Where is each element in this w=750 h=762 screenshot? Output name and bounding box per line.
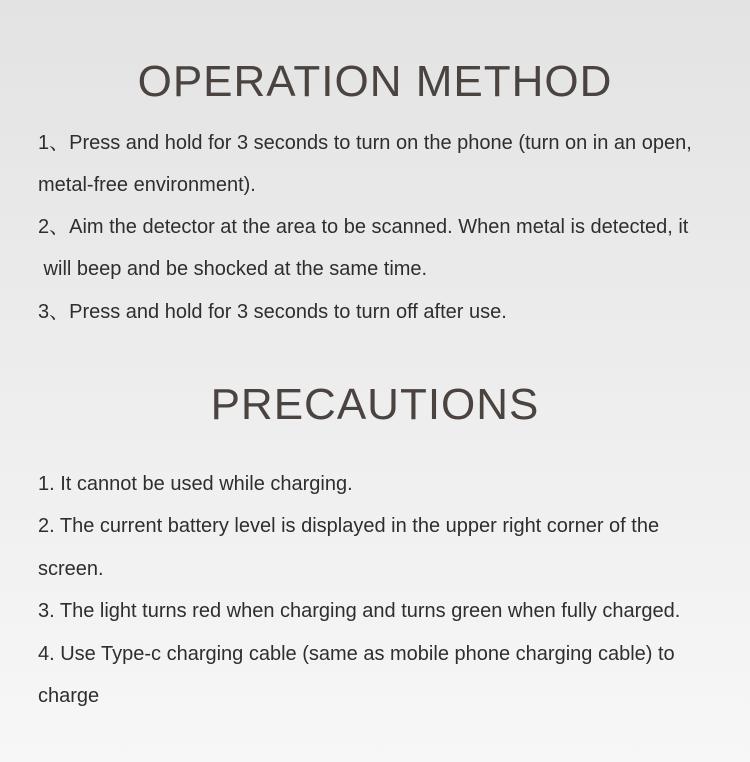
operation-step-1-line-2: metal-free environment). [38,174,256,196]
precaution-4-line-1: 4. Use Type-c charging cable (same as mobile phone charging cable) to [38,643,675,665]
precaution-3-line-1: 3. The light turns red when charging and turns green when fully charged. [38,600,681,622]
operation-step-2-line-2: will beep and be shocked at the same time. [38,258,428,280]
operation-step-3-line-1: 3、Press and hold for 3 seconds to turn off after use. [38,301,507,323]
precaution-1-line-1: 1. It cannot be used while charging. [38,473,353,495]
precaution-2-line-1: 2. The current battery level is displayed in the upper right corner of the [38,515,660,537]
operation-step-1-line-1: 1、Press and hold for 3 seconds to turn on the phone (turn on in an open, [38,132,692,154]
precautions-title: PRECAUTIONS [210,380,540,429]
operation-step-2-line-1: 2、Aim the detector at the area to be scanned. When metal is detected, it [38,216,689,238]
operation-method-title: OPERATION METHOD [137,57,613,106]
precaution-4-line-2: charge [38,685,100,707]
precaution-2-line-2: screen. [38,558,104,580]
